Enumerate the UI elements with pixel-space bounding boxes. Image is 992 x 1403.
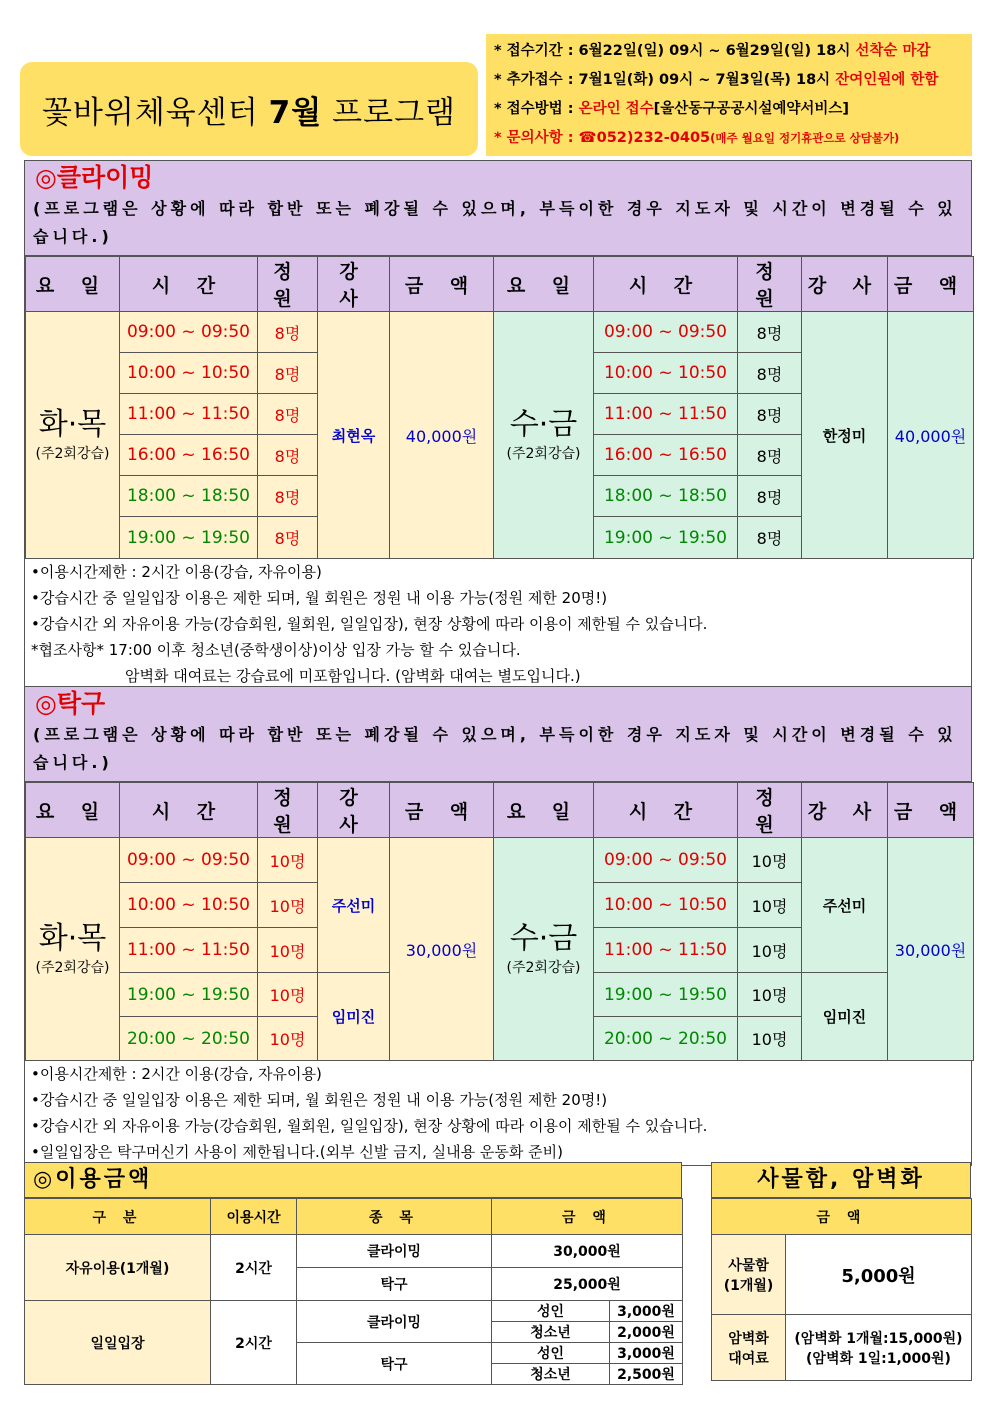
tabletennis-note: (프로그램은 상황에 따라 합반 또는 폐강될 수 있으며, 부득이한 경우 지도자 및 시간이 변경될 수 있습니다.)	[33, 725, 957, 772]
table-row: 청소년 2,500원	[25, 1364, 683, 1385]
tabletennis-notes: •이용시간제한 : 2시간 이용(강습, 자유이용) •강습시간 중 일일입장 이용은 제한 되며, 월 회원은 정원 내 이용 가능(정원 제한 20명!) •강습시간 외 자유이용 가능(강습회원, 월회원, 일일입장), 현장 상황에 따라 이용이 제한될 수 있습니다. •일일입장은 탁구머신기 사용이 제한됩니다.(외부 신발 금지, 실내용 운동화 준비)	[31, 1065, 708, 1161]
locker-label: 사물함 (1개월)	[712, 1235, 786, 1315]
table-row: 11:00 ~ 11:50 10명 11:00 ~ 11:50 10명	[26, 928, 974, 973]
table-row: 19:00 ~ 19:50 10명 임미진 19:00 ~ 19:50 10명 임미진	[26, 973, 974, 1017]
day-cell: 수·금 (주2회강습)	[494, 838, 594, 1061]
table-row: 10:00 ~ 10:50 8명 10:00 ~ 10:50 8명	[26, 353, 974, 394]
tabletennis-title: ◎탁구	[35, 689, 106, 718]
price-cell: 40,000원	[390, 312, 494, 559]
table-row: 청소년 2,000원	[25, 1322, 683, 1343]
price-cell: 30,000원	[888, 838, 974, 1061]
shoe-rental-label: 암벽화 대여료	[712, 1315, 786, 1381]
table-row: 자유이용(1개월) 2시간 클라이밍 30,000원	[25, 1235, 683, 1268]
fees-title: ◎이용금액	[24, 1162, 682, 1198]
info-line-method: * 접수방법 : 온라인 접수[울산동구공공시설예약서비스]	[494, 101, 850, 117]
climbing-header	[25, 161, 971, 256]
table-header-row: 요 일 시 간 정 원 강 사 금 액 요 일 시 간 정 원 강 사 금 액	[26, 257, 974, 312]
table-row: 11:00 ~ 11:50 8명 11:00 ~ 11:50 8명	[26, 394, 974, 435]
registration-info	[486, 34, 972, 156]
title-program: 프로그램	[332, 94, 456, 131]
table-row: 사물함 (1개월) 5,000원	[712, 1235, 972, 1315]
instructor-cell: 주선미	[802, 838, 888, 973]
instructor-cell: 임미진	[318, 973, 390, 1061]
day-cell: 화·목 (주2회강습)	[26, 312, 120, 559]
title-month: 7월	[268, 94, 323, 131]
table-row	[712, 1315, 972, 1381]
tabletennis-header	[25, 687, 971, 782]
page-title	[20, 62, 478, 156]
instructor-cell: 주선미	[318, 838, 390, 973]
table-row: 18:00 ~ 18:50 8명 18:00 ~ 18:50 8명	[26, 476, 974, 517]
climbing-notes: •이용시간제한 : 2시간 이용(강습, 자유이용) •강습시간 중 일일입장 이용은 제한 되며, 월 회원은 정원 내 이용 가능(정원 제한 20명!) •강습시간 외 자유이용 가능(강습회원, 월회원, 일일입장), 현장 상황에 따라 이용이 제한될 수 있습니다. *협조사항* 17:00 이후 청소년(중학생이상)이상 입장 가능 할 수 있습니다. 암벽화 대여료는 강습료에 미포함입니다. (암벽화 대여는 별도입니다.)	[31, 563, 708, 685]
instructor-cell: 임미진	[802, 973, 888, 1061]
locker-section	[711, 1162, 971, 1381]
table-row: 19:00 ~ 19:50 8명 19:00 ~ 19:50 8명	[26, 517, 974, 559]
table-header-row: 구 분 이용시간 종 목 금 액	[25, 1199, 683, 1235]
climbing-section	[24, 160, 972, 690]
day-cell: 수·금 (주2회강습)	[494, 312, 594, 559]
climbing-title: ◎클라이밍	[35, 163, 154, 192]
info-line-contact: * 문의사항 : ☎052)232-0405(매주 월요일 정기휴관으로 상담불가)	[494, 130, 900, 146]
table-row: 탁구 성인 3,000원	[25, 1343, 683, 1364]
table-row: 탁구 25,000원	[25, 1268, 683, 1301]
tabletennis-section	[24, 686, 972, 1166]
table-row: 10:00 ~ 10:50 10명 10:00 ~ 10:50 10명	[26, 883, 974, 928]
tabletennis-schedule-table	[25, 782, 974, 1061]
climbing-schedule-table	[25, 256, 974, 559]
locker-title: 사물함, 암벽화	[711, 1162, 971, 1198]
table-row: 일일입장 2시간 클라이밍 성인 3,000원	[25, 1301, 683, 1322]
table-row: 화·목 (주2회강습) 09:00 ~ 09:50 10명 주선미 30,000원 수·금 (주2회강습) 09:00 ~ 09:50 10명 주선미 30,000원	[26, 838, 974, 883]
info-line-additional: * 추가접수 : 7월1일(화) 09시 ~ 7월3일(목) 18시 잔여인원에 한함	[494, 72, 939, 88]
table-row: 16:00 ~ 16:50 8명 16:00 ~ 16:50 8명	[26, 435, 974, 476]
table-row: 화·목 (주2회강습) 09:00 ~ 09:50 8명 최현옥 40,000원 수·금 (주2회강습) 09:00 ~ 09:50 8명 한정미 40,000원	[26, 312, 974, 353]
instructor-cell: 최현옥	[318, 312, 390, 559]
table-row: 20:00 ~ 20:50 10명 20:00 ~ 20:50 10명	[26, 1017, 974, 1061]
price-cell: 30,000원	[390, 838, 494, 1061]
climbing-note: (프로그램은 상황에 따라 합반 또는 폐강될 수 있으며, 부득이한 경우 지도자 및 시간이 변경될 수 있습니다.)	[33, 199, 957, 246]
instructor-cell: 한정미	[802, 312, 888, 559]
shoe-rental-price: (암벽화 1개월:15,000원) (암벽화 1일:1,000원)	[786, 1315, 972, 1381]
fees-section	[24, 1162, 682, 1385]
locker-table	[711, 1198, 972, 1381]
title-center-name: 꽃바위체육센터	[42, 94, 259, 131]
info-line-period: * 접수기간 : 6월22일(일) 09시 ~ 6월29일(일) 18시 선착순 마감	[494, 43, 931, 59]
price-cell: 40,000원	[888, 312, 974, 559]
fees-table	[24, 1198, 683, 1385]
day-cell: 화·목 (주2회강습)	[26, 838, 120, 1061]
table-header-row: 요 일 시 간 정 원 강 사 금 액 요 일 시 간 정 원 강 사 금 액	[26, 783, 974, 838]
table-header-row: 금 액	[712, 1199, 972, 1235]
